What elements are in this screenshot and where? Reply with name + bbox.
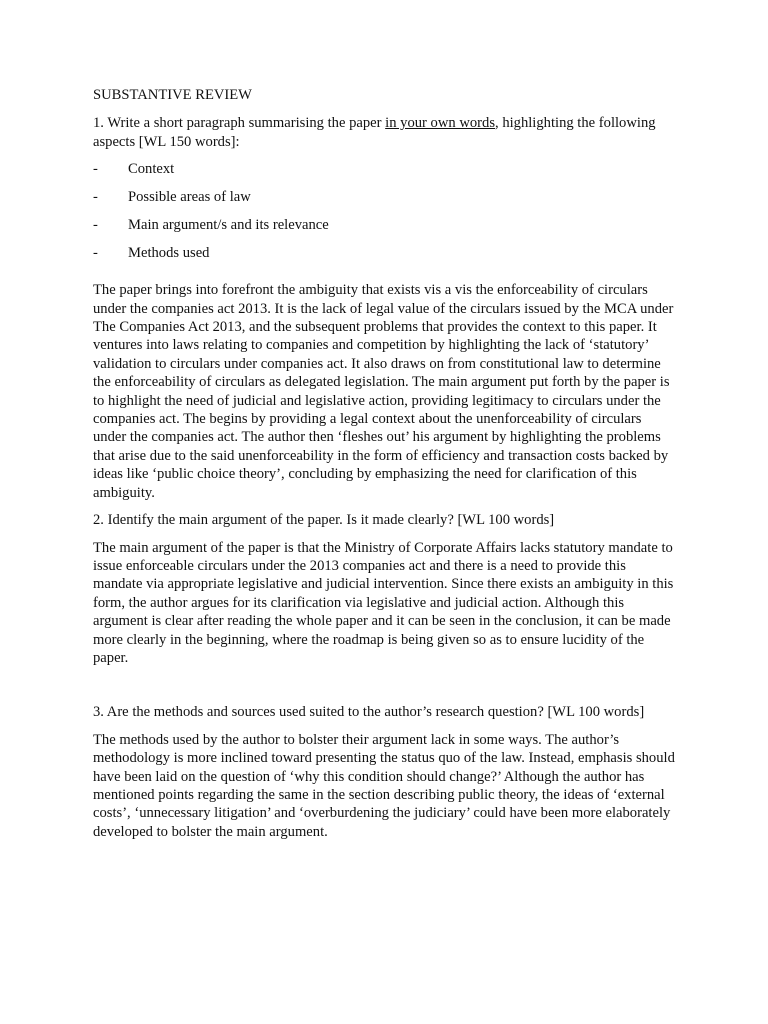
question-1-underlined-phrase: in your own words bbox=[385, 115, 496, 132]
list-item-text: Context bbox=[128, 161, 175, 178]
answer-3-paragraph: The methods used by the author to bolster their argument lack in some ways. The author’s methodology is more inclined toward presenting the status quo of the law. Instead, emphasis should have been laid on the question of ‘why this condition should change?’ Although the author has mentioned points regarding the same in the section describing public theory, the ideas of ‘external costs’, ‘unnecessary litigation’ and ‘overburdening the judiciary’ could have been more elaborately developed to bolster the main argument. bbox=[93, 731, 675, 840]
question-3: 3. Are the methods and sources used suited to the author’s research question? [WL 100 words] bbox=[93, 704, 645, 721]
aspects-list bbox=[93, 160, 678, 272]
list-item bbox=[93, 244, 678, 272]
question-1-text-start: 1. Write a short paragraph summarising the paper bbox=[93, 115, 386, 132]
list-item bbox=[93, 188, 678, 216]
question-2: 2. Identify the main argument of the paper. Is it made clearly? [WL 100 words] bbox=[93, 512, 555, 529]
list-item bbox=[93, 216, 678, 244]
question-1 bbox=[93, 114, 678, 151]
list-dash: - bbox=[93, 161, 98, 178]
spacer bbox=[93, 676, 678, 703]
list-item-text: Possible areas of law bbox=[128, 189, 251, 206]
list-dash: - bbox=[93, 189, 98, 206]
list-dash: - bbox=[93, 217, 98, 234]
list-item bbox=[93, 160, 678, 188]
list-item-text: Main argument/s and its relevance bbox=[128, 217, 329, 234]
document-page bbox=[93, 86, 678, 850]
answer-2-paragraph: The main argument of the paper is that the Ministry of Corporate Affairs lacks statutory mandate to issue enforceable circulars under the 2013 companies act and there is a need to provide this mandate via appropriate legislative and judicial intervention. Since there exists an ambiguity in this form, the author argues for its clarification via legislative and judicial action. Although this argument is clear after reading the whole paper and it can be seen in the conclusion, it can be made more clearly in the beginning, where the roadmap is being given so as to ensure lucidity of the paper. bbox=[93, 539, 674, 666]
list-dash: - bbox=[93, 245, 98, 262]
answer-1-paragraph: The paper brings into forefront the ambiguity that exists vis a vis the enforceability of circulars under the companies act 2013. It is the lack of legal value of the circulars issued by the MCA under The Companies Act 2013, and the subsequent problems that provides the context to this paper. It ventures into laws relating to companies and competition by highlighting the lack of ‘statutory’ validation to circulars under companies act. It also draws on from constitutional law to determine the enforceability of circulars as delegated legislation. The main argument put forth by the paper is to highlight the need of judicial and legislative action, providing legitimacy to circulars under the companies act. The begins by providing a legal context about the unenforceability of circulars under the companies act. The author then ‘fleshes out’ his argument by highlighting the problems that arise due to the said unenforceability in the form of efficiency and transaction costs backed by ideas like ‘public choice theory’, concluding by emphasizing the need for clarification of this ambiguity. bbox=[93, 282, 674, 501]
section-title: SUBSTANTIVE REVIEW bbox=[93, 87, 252, 103]
question-1-text-end: , highlighting the following aspects [WL 150 words]: bbox=[93, 115, 656, 150]
list-item-text: Methods used bbox=[128, 245, 210, 262]
